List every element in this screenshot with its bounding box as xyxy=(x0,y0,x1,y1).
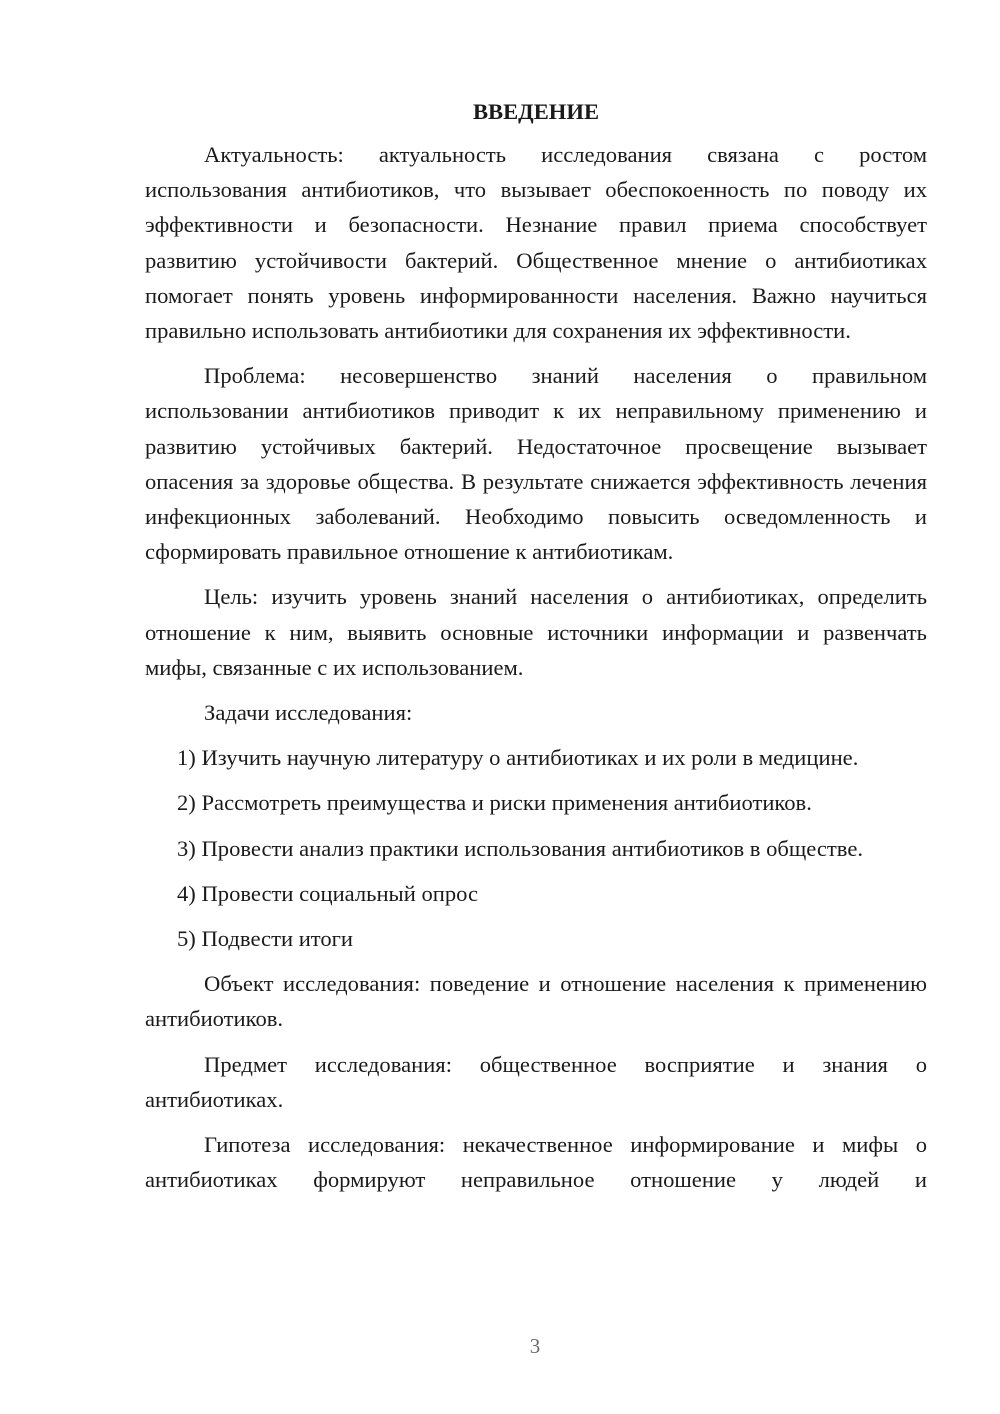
hypothesis-paragraph: Гипотеза исследования: некачественное информирование и мифы о антибиотиках формируют неправильное отношение у людей и xyxy=(145,1132,927,1193)
task-item: 5) Подвести итоги xyxy=(177,926,354,952)
page-number: 3 xyxy=(529,1334,541,1358)
task-item: 3) Провести анализ практики использования антибиотиков в обществе. xyxy=(177,835,863,861)
goal-paragraph: Цель: изучить уровень знаний населения о антибиотиках, определить отношение к ним, выявить основные источники информации и развенчать мифы, связанные с их использованием. xyxy=(145,584,927,680)
task-item: 1) Изучить научную литературу о антибиотиках и их роли в медицине. xyxy=(177,745,859,771)
document-body xyxy=(145,94,927,1197)
task-item: 4) Провести социальный опрос xyxy=(177,880,479,906)
task-item: 2) Рассмотреть преимущества и риски применения антибиотиков. xyxy=(177,790,812,816)
relevance-paragraph: Актуальность: актуальность исследования связана с ростом использования антибиотиков, что вызывает обеспокоенность по поводу их эффективности и безопасности. Незнание правил приема способствует развитию устойчивости бактерий. Общественное мнение о антибиотиках помогает понять уровень информированности населения. Важно научиться правильно использовать антибиотики для сохранения их эффективности. xyxy=(145,142,927,344)
problem-paragraph: Проблема: несовершенство знаний населения о правильном использовании антибиотиков приводит к их неправильному применению и развитию устойчивых бактерий. Недостаточное просвещение вызывает опасения за здоровье общества. В результате снижается эффективность лечения инфекционных заболеваний. Необходимо повысить осведомленность и сформировать правильное отношение к антибиотикам. xyxy=(145,363,927,565)
section-title: ВВЕДЕНИЕ xyxy=(472,99,600,124)
tasks-heading: Задачи исследования: xyxy=(204,700,413,726)
subject-paragraph: Предмет исследования: общественное восприятие и знания о антибиотиках. xyxy=(145,1051,927,1112)
object-paragraph: Объект исследования: поведение и отношение населения к применению антибиотиков. xyxy=(145,971,927,1032)
